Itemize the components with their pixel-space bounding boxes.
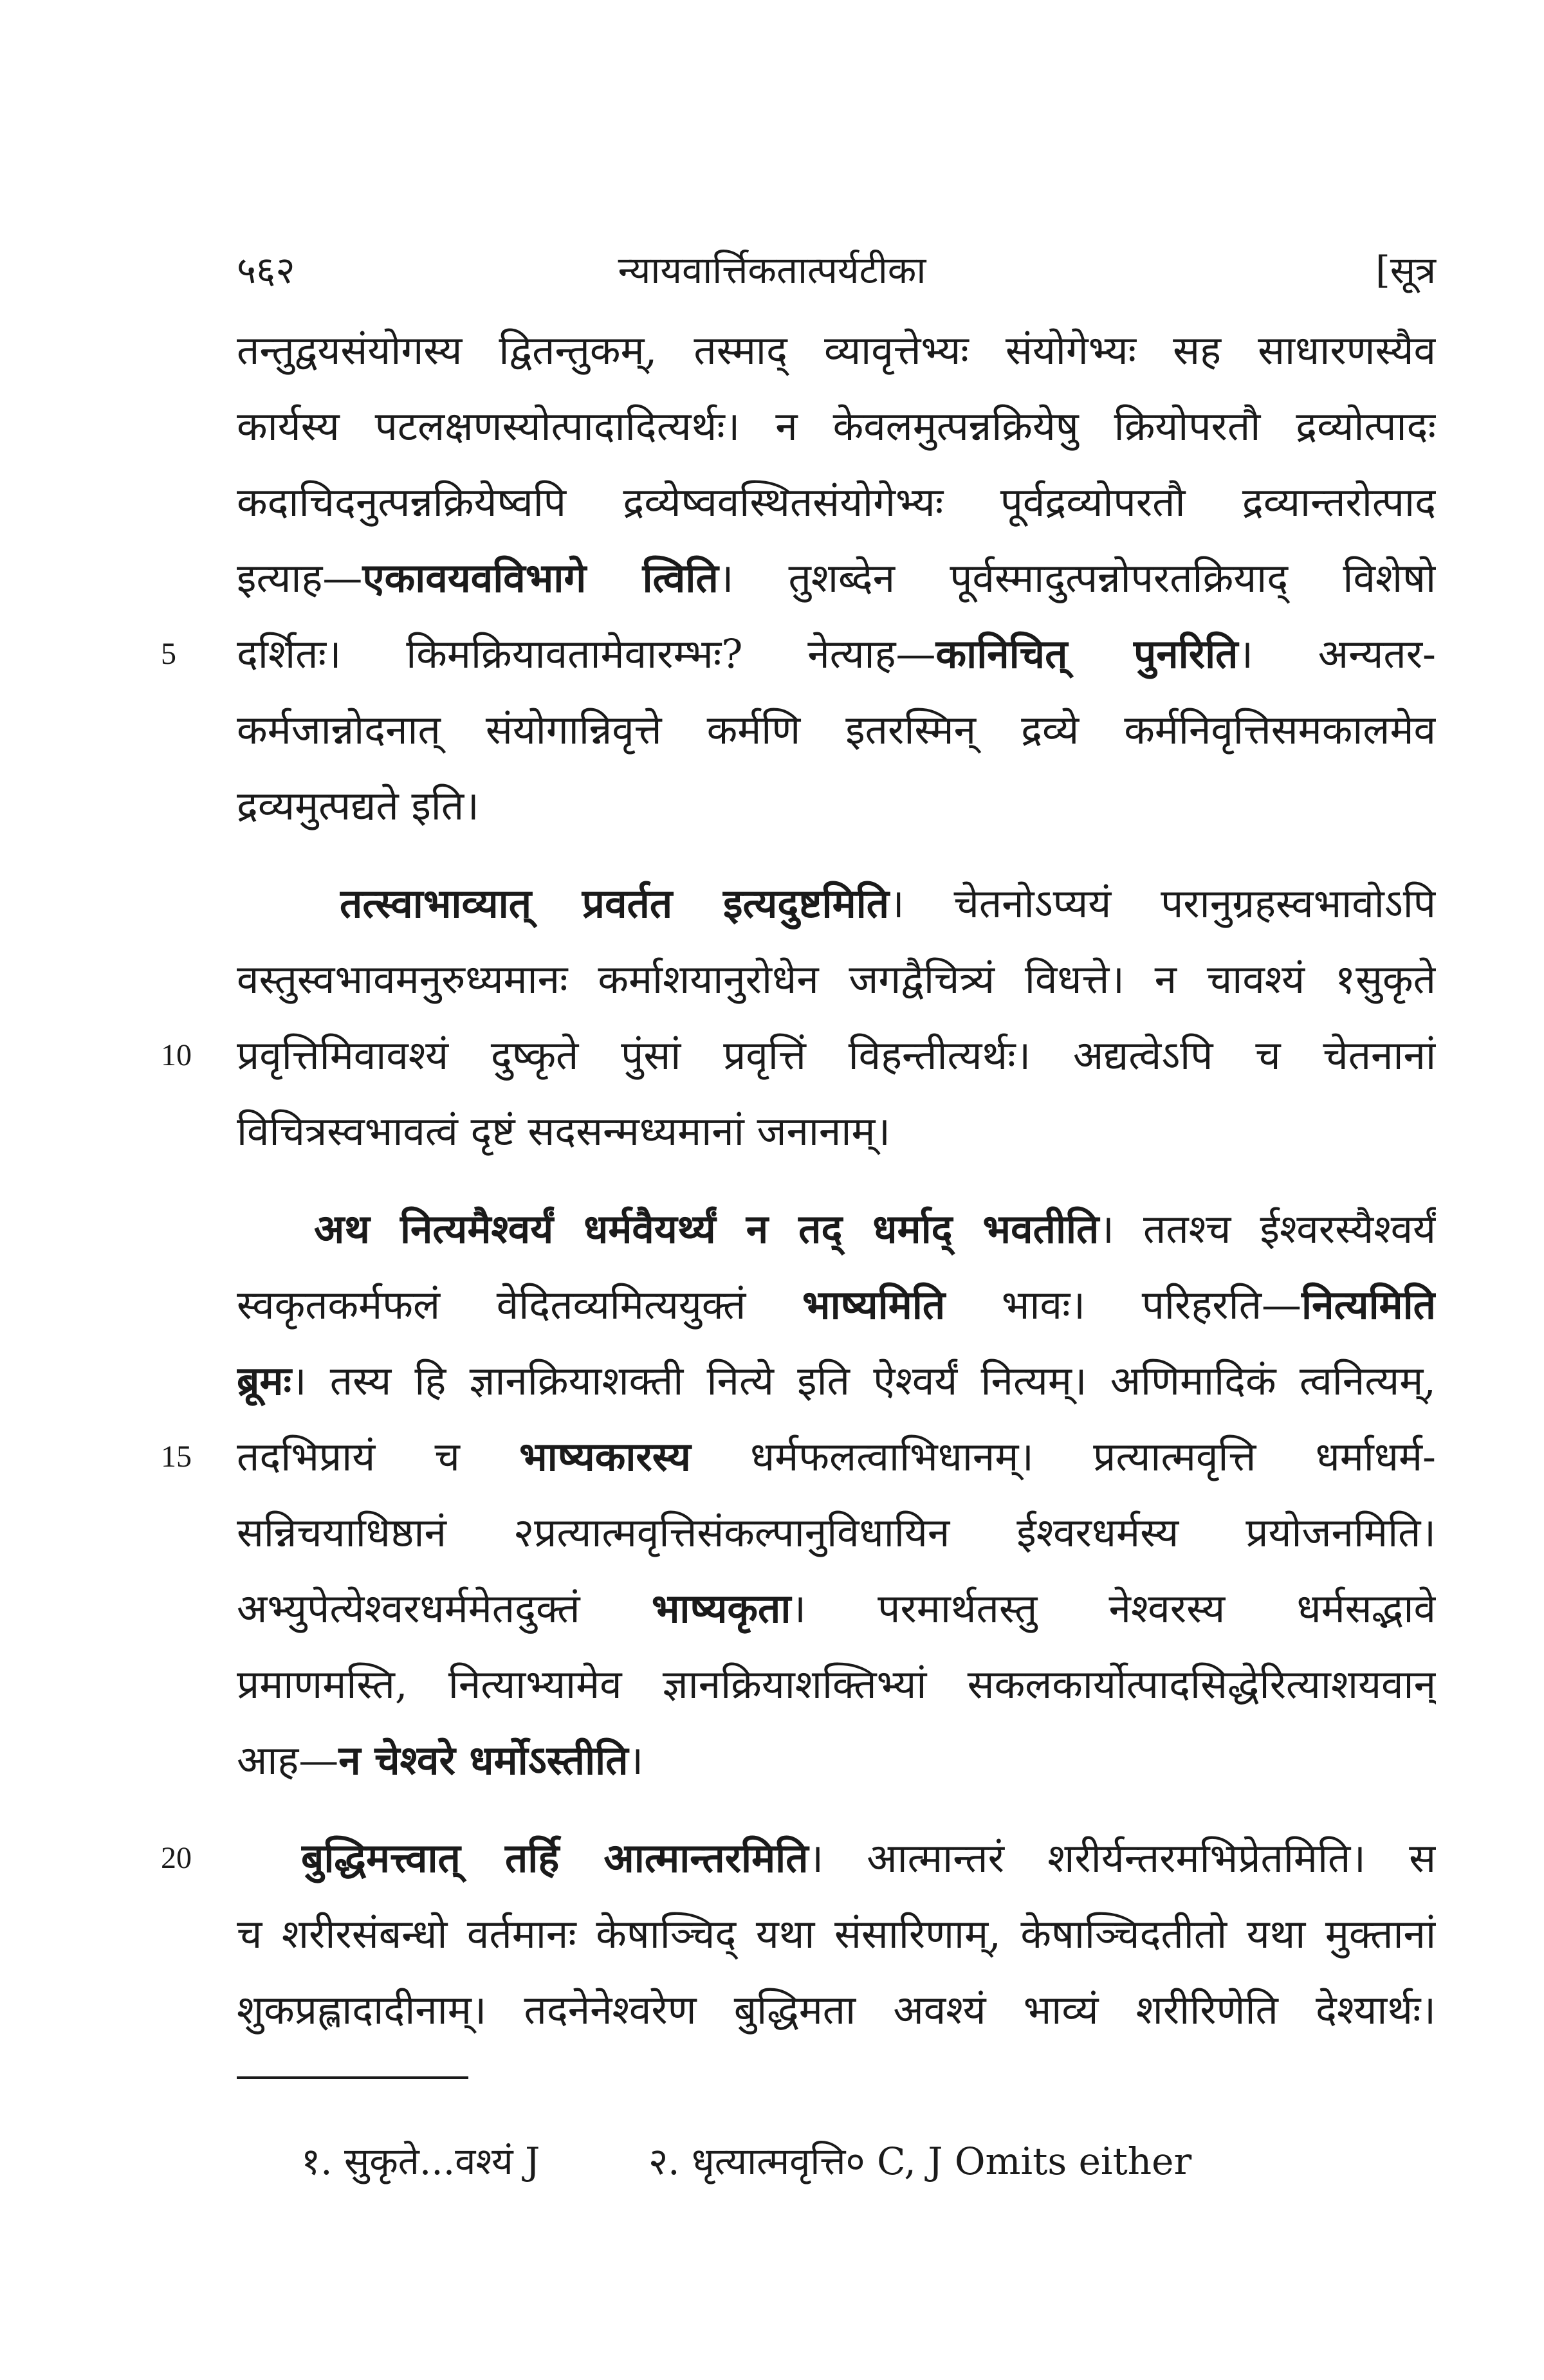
text-line: च शरीरसंबन्धो वर्तमानः केषाञ्चिद् यथा संसारिणाम्, केषाञ्चिदतीतो यथा मुक्तानां [237,1910,1436,1957]
text-line: ब्रूमः। तस्य हि ज्ञानक्रियाशक्ती नित्ये इति ऐश्वर्यं नित्यम्। अणिमादिकं त्वनित्यम्, [237,1357,1436,1404]
text-line: द्रव्यमुत्पद्यते इति। [237,782,479,829]
text-line: दर्शितः। किमक्रियावतामेवारम्भः? नेत्याह—कानिचित् पुनरिति। अन्यतर- [237,630,1436,677]
text-line: सन्निचयाधिष्ठानं २प्रत्यात्मवृत्तिसंकल्पानुविधायिन ईश्वरधर्मस्य प्रयोजनमिति। [237,1509,1436,1556]
bold-term: अथ नित्यमैश्वर्यं धर्मवैयर्थ्यं न तद् धर्माद् भवतीति [314,1205,1099,1252]
text-line: आह—न चेश्वरे धर्मोऽस्तीति। [237,1737,644,1784]
text-line: विचित्रस्वभावत्वं दृष्टं सदसन्मध्यमानां जनानाम्। [237,1108,890,1155]
text-line: इत्याह—एकावयवविभागे त्विति। तुशब्देन पूर्वस्मादुत्पन्नोपरतक्रियाद् विशेषो [237,554,1436,601]
bold-term: न चेश्वरे धर्मोऽस्तीति [338,1737,629,1784]
bold-term: कानिचित् पुनरिति [935,630,1238,677]
page-number: ५६२ [237,248,295,292]
bold-term: बुद्धिमत्त्वात् तर्हि आत्मान्तरमिति [301,1835,809,1881]
text-line: कर्मजान्नोदनात् संयोगान्निवृत्ते कर्मणि इतरस्मिन् द्रव्ये कर्मनिवृत्तिसमकालमेव [237,706,1436,753]
text-line: अथ नित्यमैश्वर्यं धर्मवैयर्थ्यं न तद् धर्माद् भवतीति। ततश्च ईश्वरस्यैश्वर्यं [314,1205,1436,1252]
text-line: तत्स्वाभाव्यात् प्रवर्तत इत्यदुष्टमिति। चेतनोऽप्ययं परानुग्रहस्वभावोऽपि [340,880,1436,927]
line-number: 20 [161,1841,192,1875]
text-line: वस्तुस्वभावमनुरुध्यमानः कर्माशयानुरोधेन जगद्वैचित्र्यं विधत्ते। न चावश्यं १सुकृते [237,956,1436,1003]
text-line: तदभिप्रायं च भाष्यकारस्य धर्मफलत्वाभिधानम्। प्रत्यात्मवृत्ति धर्माधर्म- [237,1433,1436,1480]
bold-term: भाष्यकृता [651,1585,791,1632]
footnote-1: १. सुकृते...वश्यं J [301,2139,540,2183]
text-line: प्रमाणमस्ति, नित्याभ्यामेव ज्ञानक्रियाशक्तिभ्यां सकलकार्योत्पादसिद्धेरित्याशयवान् [237,1661,1436,1708]
text-line: शुकप्रह्लादादीनाम्। तदनेनेश्वरेण बुद्धिमता अवश्यं भाव्यं शरीरिणेति देश्यार्थः। [237,1986,1436,2033]
bold-term: भाष्यमिति [802,1281,946,1328]
text-line: प्रवृत्तिमिवावश्यं दुष्कृते पुंसां प्रवृत्तिं विहन्तीत्यर्थः। अद्यत्वेऽपि च चेतनानां [237,1032,1436,1079]
bold-term: ब्रूमः [237,1357,292,1404]
text-line: स्वकृतकर्मफलं वेदितव्यमित्ययुक्तं भाष्यमिति भावः। परिहरति—नित्यमिति [237,1281,1436,1328]
text-line: कदाचिदनुत्पन्नक्रियेष्वपि द्रव्येष्ववस्थितसंयोगेभ्यः पूर्वद्रव्योपरतौ द्रव्यान्तरोत्पाद [237,479,1436,526]
bold-term: तत्स्वाभाव्यात् प्रवर्तत इत्यदुष्टमिति [340,880,890,927]
text-line: अभ्युपेत्येश्वरधर्ममेतदुक्तं भाष्यकृता। परमार्थतस्तु नेश्वरस्य धर्मसद्भावे [237,1585,1436,1632]
bold-term: नित्यमिति [1301,1281,1436,1328]
text-line: बुद्धिमत्त्वात् तर्हि आत्मान्तरमिति। आत्मान्तरं शरीर्यन्तरमभिप्रेतमिति। स [301,1835,1436,1881]
running-title: न्यायवार्त्तिकतात्पर्यटीका [618,248,926,292]
page-header [0,243,1544,295]
bold-term: एकावयवविभागे त्विति [362,554,719,601]
text-line: कार्यस्य पटलक्षणस्योत्पादादित्यर्थः। न केवलमुत्पन्नक्रियेषु क्रियोपरतौ द्रव्योत्पादः [237,403,1436,450]
section-marker: [सूत्र [1375,248,1436,292]
footnote-2: २. धृत्यात्मवृत्ति० C, J Omits either [648,2139,1192,2183]
line-number: 10 [161,1038,192,1072]
text-line: तन्तुद्वयसंयोगस्य द्वितन्तुकम्, तस्माद् व्यावृत्तेभ्यः संयोगेभ्यः सह साधारणस्यैव [237,327,1436,374]
footnote-separator [237,2076,468,2079]
line-number: 15 [161,1440,192,1474]
line-number: 5 [161,637,176,671]
bold-term: भाष्यकारस्य [519,1433,691,1480]
